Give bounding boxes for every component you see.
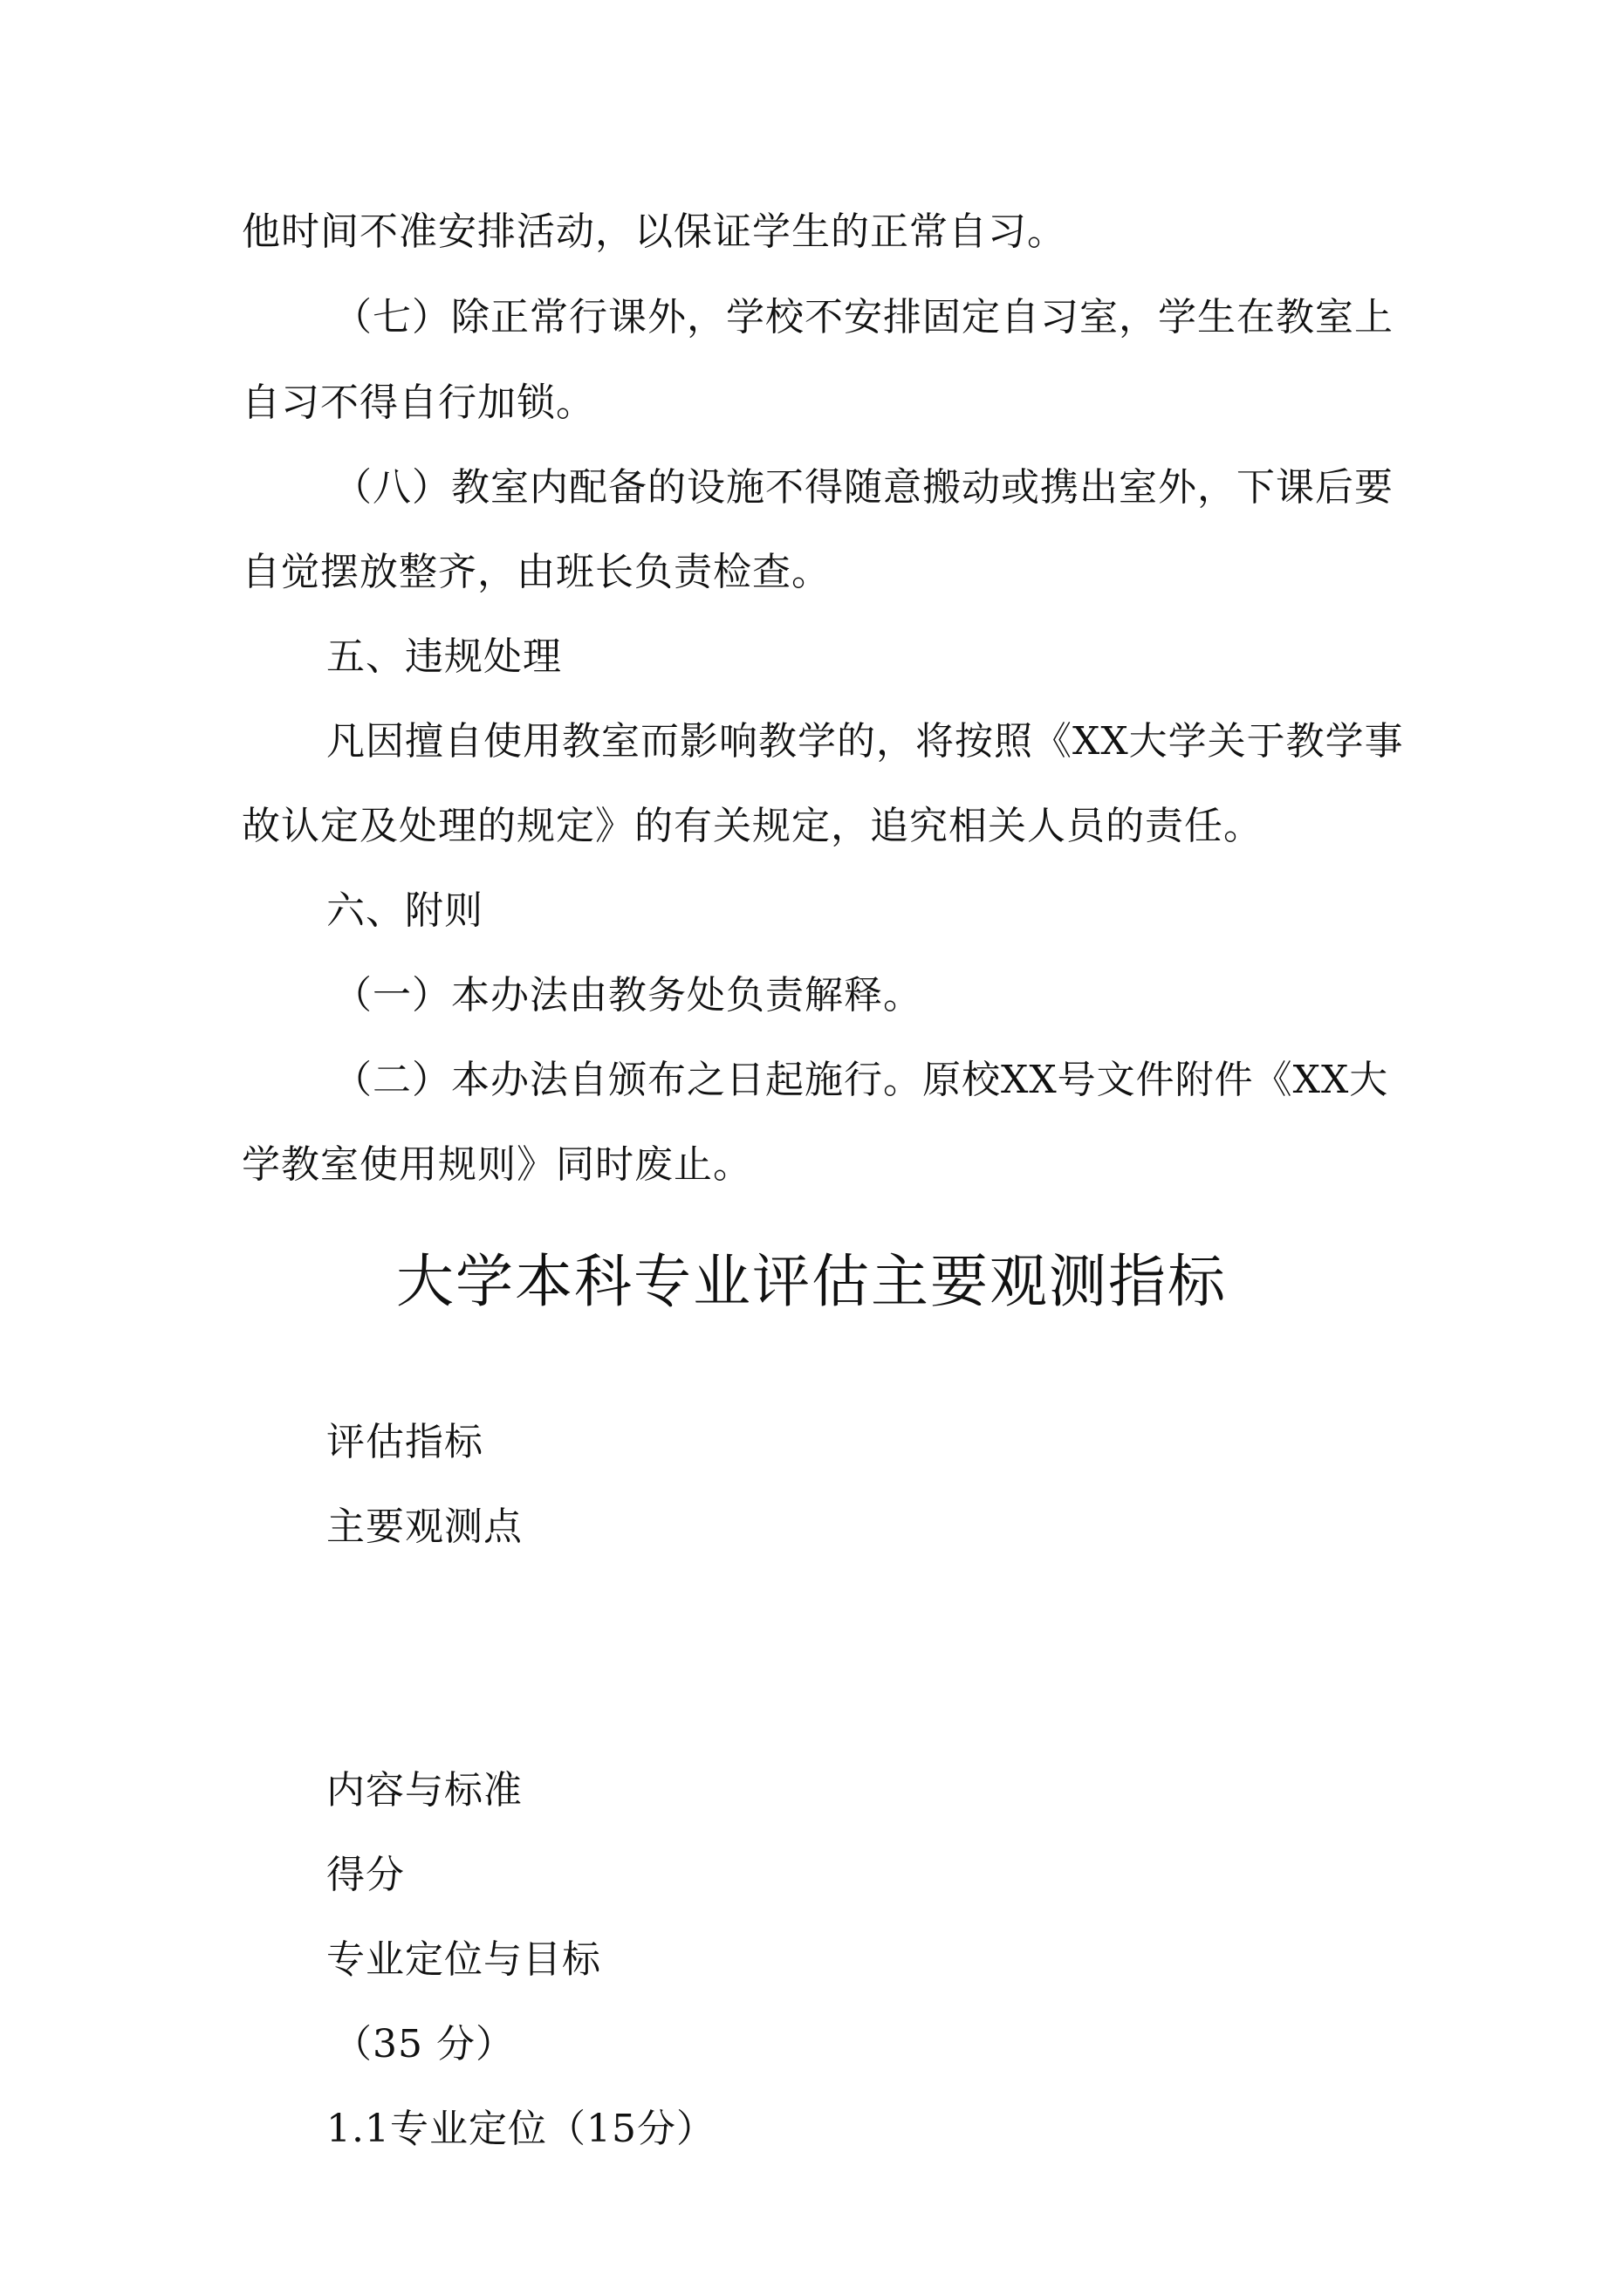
section-heading-appendix: 六、附则 [326, 888, 483, 933]
paragraph-line: （七）除正常行课外，学校不安排固定自习室，学生在教室上 [333, 295, 1394, 339]
table-cell-text: 得分 [326, 1853, 405, 1897]
table-cell-text: 主要观测点 [326, 1504, 523, 1549]
paragraph-line: 自觉摆放整齐，由班长负责检查。 [242, 550, 831, 594]
paragraph-line: （二）本办法自颁布之日起施行。原校XX号文件附件《XX大 [333, 1058, 1389, 1102]
section-heading-violation: 五、违规处理 [326, 634, 562, 679]
paragraph-line: 故认定及处理的规定》的有关规定，追究相关人员的责任。 [242, 804, 1263, 848]
paragraph-line: 凡因擅自使用教室而影响教学的，将按照《XX大学关于教学事 [326, 719, 1404, 764]
paragraph-line: 学教室使用规则》同时废止。 [242, 1142, 752, 1187]
paragraph-line: （一）本办法由教务处负责解释。 [333, 973, 922, 1018]
paragraph-line: （八）教室内配备的设施不得随意搬动或携出室外，下课后要 [333, 465, 1394, 510]
table-cell-text: （35 分） [333, 2022, 515, 2066]
table-cell-text: 1.1专业定位（15分） [326, 2107, 716, 2151]
paragraph-line: 自习不得自行加锁。 [242, 380, 595, 425]
table-cell-text: 专业定位与目标 [326, 1937, 601, 1982]
paragraph-line: 他时间不准安排活动，以保证学生的正常自习。 [242, 209, 1066, 254]
table-cell-text: 内容与标准 [326, 1768, 523, 1813]
section-title: 大学本科专业评估主要观测指标 [396, 1248, 1227, 1315]
table-cell-text: 评估指标 [326, 1420, 483, 1464]
